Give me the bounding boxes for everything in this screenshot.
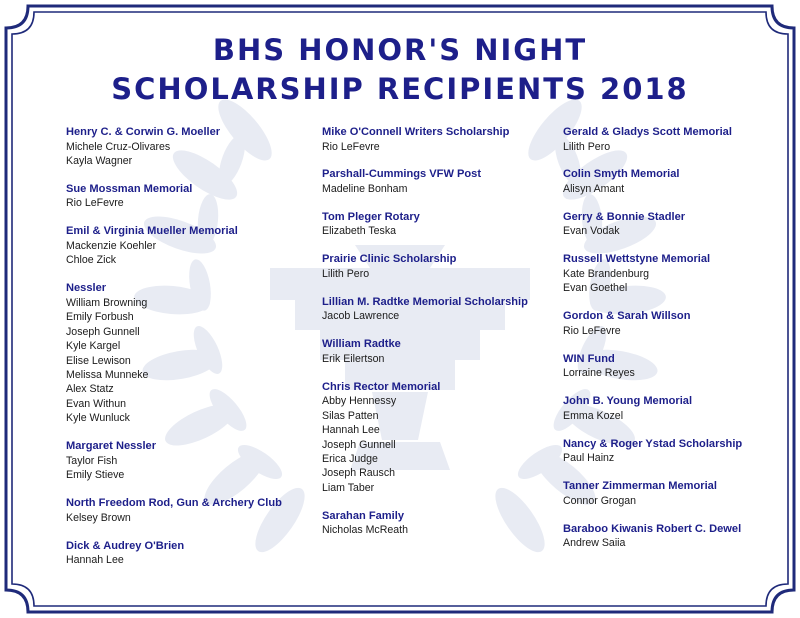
- scholarship-name: Nancy & Roger Ystad Scholarship: [563, 437, 743, 450]
- column-right: [563, 125, 778, 564]
- scholarship-name: John B. Young Memorial: [563, 395, 693, 408]
- scholarship-group: [66, 439, 296, 482]
- recipient-name: Liam Taber: [322, 481, 375, 494]
- recipient-name: Andrew Saiia: [563, 537, 626, 550]
- scholarship-group: [66, 182, 296, 211]
- recipient-name: Joseph Gunnell: [66, 325, 140, 338]
- recipient-name: Madeline Bonham: [322, 182, 408, 195]
- recipient-name: Elise Lewison: [66, 354, 131, 367]
- scholarship-group: [322, 295, 552, 324]
- scholarship-group: [563, 167, 778, 196]
- scholarship-group: [563, 309, 778, 338]
- scholarship-name: Mike O'Connell Writers Scholarship: [322, 126, 510, 138]
- scholarship-name: Russell Wettstyne Memorial: [563, 253, 711, 266]
- scholarship-name: Sarahan Family: [322, 509, 405, 522]
- recipient-name: Lilith Pero: [322, 267, 370, 280]
- scholarship-name: Chris Rector Memorial: [322, 380, 441, 393]
- recipient-name: Alisyn Amant: [563, 182, 625, 195]
- recipient-name: Silas Patten: [322, 409, 379, 422]
- scholarship-group: [322, 125, 552, 154]
- scholarship-group: [322, 509, 552, 538]
- scholarship-name: North Freedom Rod, Gun & Archery Club: [66, 497, 282, 510]
- column-middle: [322, 125, 552, 551]
- scholarship-group: [66, 281, 296, 426]
- scholarship-group: [66, 496, 296, 525]
- recipient-name: Erica Judge: [322, 453, 378, 466]
- scholarship-name: Baraboo Kiwanis Robert C. Dewel: [563, 522, 742, 535]
- recipient-name: Taylor Fish: [66, 454, 118, 467]
- recipient-name: William Browning: [66, 296, 148, 309]
- recipient-name: Lorraine Reyes: [563, 367, 635, 380]
- scholarship-group: [563, 210, 778, 239]
- recipient-name: Melissa Munneke: [66, 369, 149, 382]
- scholarship-name: Prairie Clinic Scholarship: [322, 253, 457, 266]
- scholarship-group: [563, 252, 778, 295]
- recipient-name: Joseph Rausch: [322, 467, 396, 480]
- scholarship-group: [322, 252, 552, 281]
- recipient-name: Elizabeth Teska: [322, 225, 397, 238]
- recipient-name: Nicholas McReath: [322, 524, 408, 537]
- scholarship-group: [563, 437, 778, 466]
- scholarship-name: Tanner Zimmerman Memorial: [563, 480, 717, 493]
- recipient-name: Erik Eilertson: [322, 352, 385, 365]
- scholarship-name: Sue Mossman Memorial: [66, 182, 193, 195]
- scholarship-group: [322, 380, 552, 496]
- recipient-name: Jacob Lawrence: [322, 310, 400, 323]
- recipient-name: Joseph Gunnell: [322, 438, 396, 451]
- column-left: [66, 125, 296, 581]
- recipient-name: Evan Goethel: [563, 282, 628, 295]
- scholarship-group: [322, 337, 552, 366]
- scholarship-name: Lillian M. Radtke Memorial Scholarship: [322, 295, 528, 308]
- scholarship-name: Tom Pleger Rotary: [322, 210, 420, 223]
- recipient-name: Chloe Zick: [66, 254, 117, 267]
- scholarship-name: Gerald & Gladys Scott Memorial: [563, 126, 732, 138]
- recipient-name: Rio LeFevre: [563, 324, 621, 337]
- recipient-name: Kelsey Brown: [66, 511, 131, 524]
- recipient-name: Michele Cruz-Olivares: [66, 140, 171, 153]
- scholarship-name: Emil & Virginia Mueller Memorial: [66, 225, 238, 238]
- recipient-name: Rio LeFevre: [66, 197, 124, 210]
- recipient-name: Abby Hennessy: [322, 395, 397, 408]
- scholarship-name: Colin Smyth Memorial: [563, 168, 680, 181]
- recipient-name: Mackenzie Koehler: [66, 239, 157, 252]
- recipient-name: Emily Forbush: [66, 311, 134, 324]
- recipient-name: Lilith Pero: [563, 140, 611, 153]
- recipient-name: Kyle Wunluck: [66, 412, 130, 425]
- scholarship-name: Gerry & Bonnie Stadler: [563, 210, 686, 223]
- scholarship-group: [322, 167, 552, 196]
- recipient-name: Rio LeFevre: [322, 140, 380, 153]
- recipient-name: Kyle Kargel: [66, 340, 121, 353]
- recipient-name: Hannah Lee: [66, 554, 124, 567]
- scholarship-group: [563, 479, 778, 508]
- recipient-name: Alex Statz: [66, 383, 114, 396]
- recipient-name: Evan Vodak: [563, 225, 620, 238]
- scholarship-name: Margaret Nessler: [66, 440, 157, 453]
- recipient-name: Emily Stieve: [66, 469, 125, 482]
- scholarship-group: [66, 539, 296, 568]
- scholarship-name: Henry C. & Corwin G. Moeller: [66, 126, 221, 138]
- scholarship-name: William Radtke: [322, 338, 401, 351]
- scholarship-group: [322, 210, 552, 239]
- scholarship-name: Gordon & Sarah Willson: [563, 310, 691, 323]
- recipient-name: Kayla Wagner: [66, 154, 133, 167]
- scholarship-group: [563, 352, 778, 381]
- scholarship-name: Dick & Audrey O'Brien: [66, 539, 185, 552]
- scholarship-group: [563, 394, 778, 423]
- recipient-name: Connor Grogan: [563, 494, 637, 507]
- recipient-name: Kate Brandenburg: [563, 267, 649, 280]
- recipient-name: Evan Withun: [66, 397, 127, 410]
- scholarship-name: Parshall-Cummings VFW Post: [322, 168, 482, 181]
- scholarship-group: [563, 522, 778, 551]
- scholarship-group: [66, 224, 296, 267]
- scholarship-name: Nessler: [66, 282, 107, 295]
- scholarship-group: [66, 125, 296, 168]
- recipient-name: Emma Kozel: [563, 409, 624, 422]
- scholarship-group: [563, 125, 778, 154]
- scholarship-name: WIN Fund: [563, 352, 615, 365]
- page-subtitle: SCHOLARSHIP RECIPIENTS 2018: [111, 72, 689, 106]
- recipient-name: Paul Hainz: [563, 452, 615, 465]
- page-title: BHS HONOR'S NIGHT: [212, 33, 588, 67]
- recipient-name: Hannah Lee: [322, 424, 380, 437]
